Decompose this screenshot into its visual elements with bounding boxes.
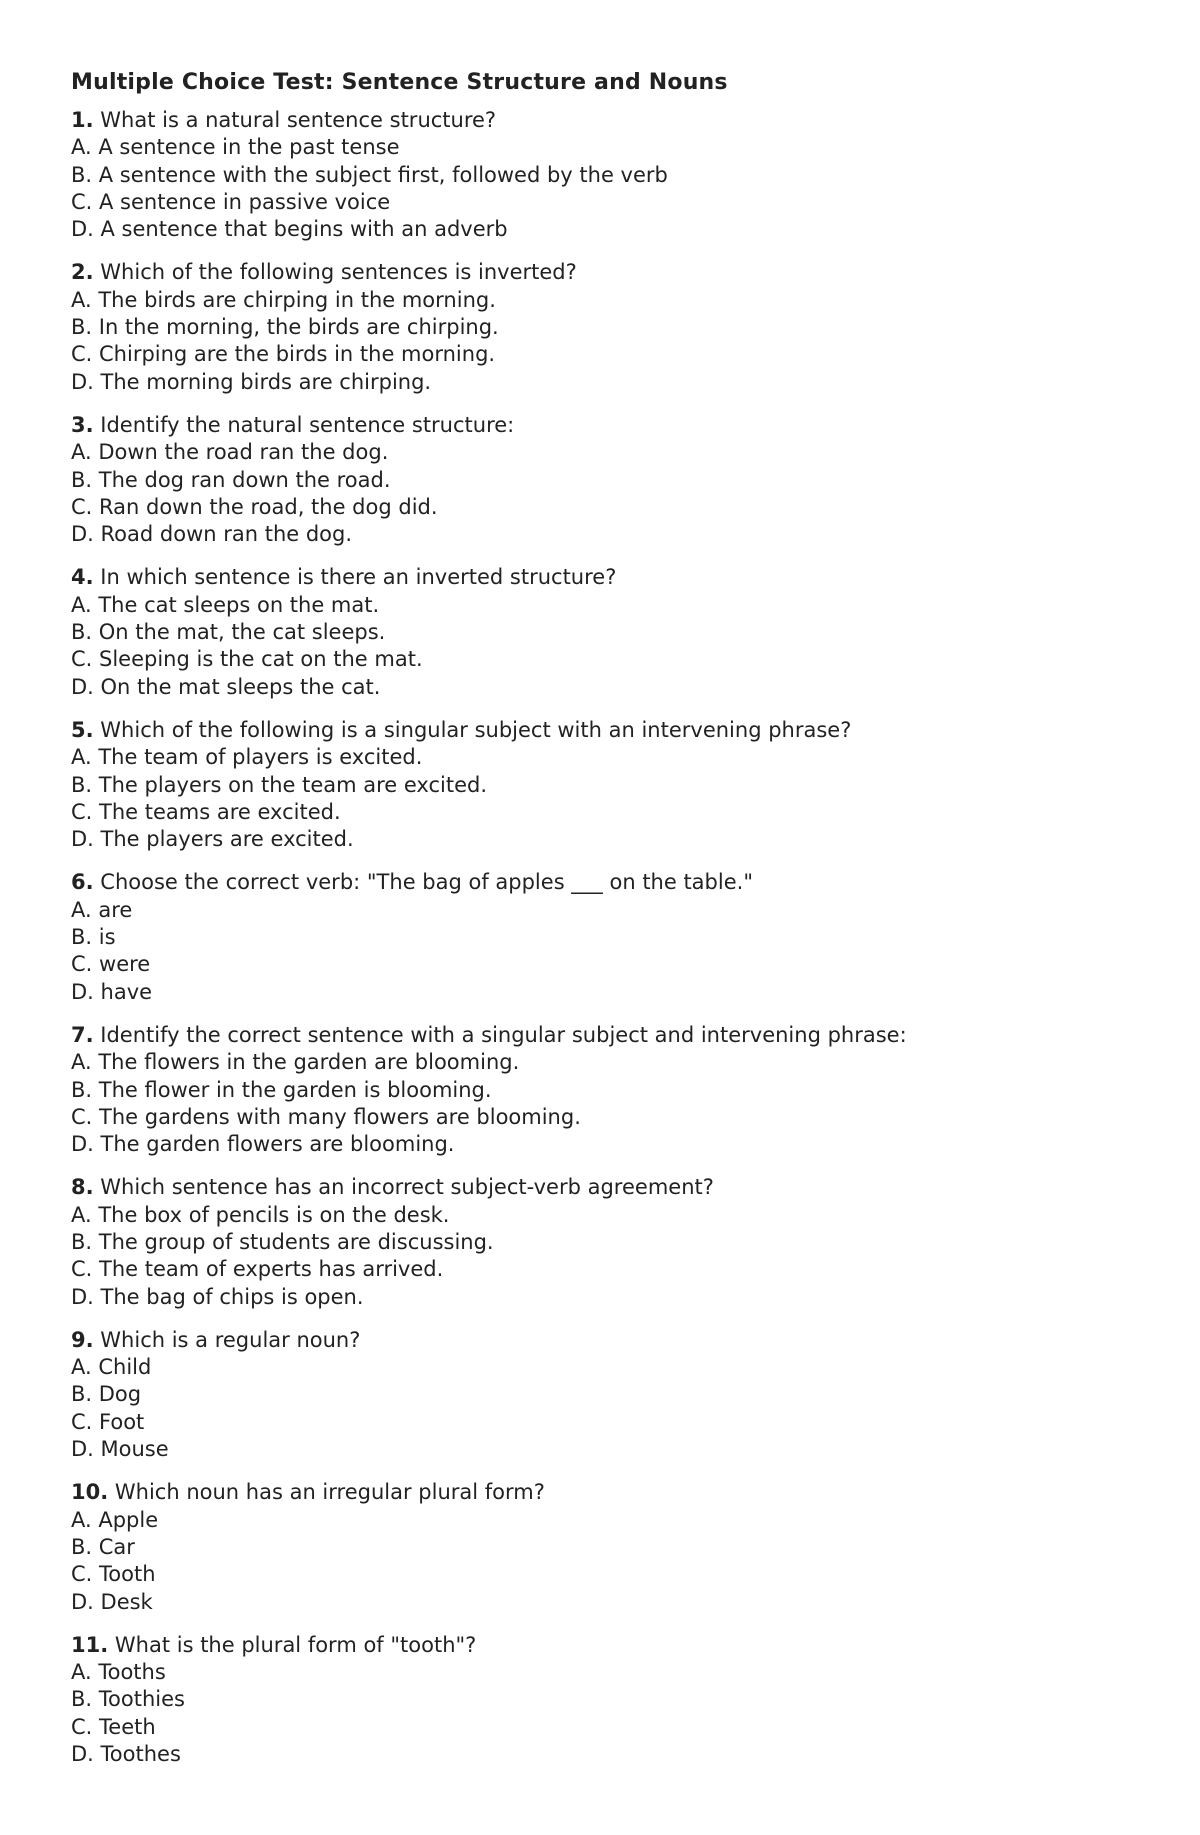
answer-option: D. The morning birds are chirping. xyxy=(71,369,432,394)
answer-option: A. The box of pencils is on the desk. xyxy=(71,1202,450,1227)
answer-option: A. Apple xyxy=(71,1507,159,1532)
question-prompt xyxy=(71,412,1151,439)
answer-option: A. Child xyxy=(71,1355,152,1380)
answer-option: A. A sentence in the past tense xyxy=(71,135,400,160)
answer-option: A. Tooths xyxy=(71,1660,166,1685)
question-number: 1. xyxy=(71,108,94,132)
question-1 xyxy=(71,107,1151,243)
question-text: Which of the following sentences is inverted? xyxy=(100,260,577,285)
answer-option: A. Down the road ran the dog. xyxy=(71,440,389,465)
question-text: In which sentence is there an inverted structure? xyxy=(100,565,617,590)
question-list xyxy=(71,107,1151,1768)
question-text: Which sentence has an incorrect subject-verb agreement? xyxy=(100,1175,714,1200)
question-10 xyxy=(71,1479,1151,1615)
question-number: 2. xyxy=(71,260,94,285)
question-3 xyxy=(71,412,1151,548)
answer-option: D. Toothes xyxy=(71,1742,181,1767)
answer-option: C. Foot xyxy=(71,1409,145,1434)
answer-option: C. Ran down the road, the dog did. xyxy=(71,494,438,519)
question-number: 9. xyxy=(71,1327,94,1352)
question-number: 7. xyxy=(71,1022,94,1047)
question-prompt xyxy=(71,1327,1151,1354)
answer-option: B. Dog xyxy=(71,1382,142,1407)
question-text: What is a natural sentence structure? xyxy=(100,108,497,132)
question-9 xyxy=(71,1327,1151,1463)
question-prompt xyxy=(71,869,1151,896)
question-prompt xyxy=(71,564,1151,591)
answer-option: A. The flowers in the garden are blooming. xyxy=(71,1050,520,1075)
question-7 xyxy=(71,1022,1151,1158)
question-prompt xyxy=(71,259,1151,286)
question-text: Identify the correct sentence with a singular subject and intervening phrase: xyxy=(100,1022,907,1047)
question-prompt xyxy=(71,1174,1151,1201)
question-prompt xyxy=(71,107,1151,134)
answer-option: D. The players are excited. xyxy=(71,827,354,852)
answer-option: D. Road down ran the dog. xyxy=(71,522,353,547)
answer-option: D. Mouse xyxy=(71,1437,169,1462)
question-number: 5. xyxy=(71,717,94,742)
answer-option: B. Car xyxy=(71,1534,135,1559)
question-8 xyxy=(71,1174,1151,1310)
answer-option: C. Teeth xyxy=(71,1714,156,1739)
question-number: 11. xyxy=(71,1632,109,1657)
question-text: Identify the natural sentence structure: xyxy=(100,412,515,437)
question-number: 3. xyxy=(71,412,94,437)
document-title: Multiple Choice Test: Sentence Structure and Nouns xyxy=(71,70,728,95)
document-page xyxy=(71,68,1151,1784)
answer-option: C. Sleeping is the cat on the mat. xyxy=(71,647,423,672)
answer-option: B. The players on the team are excited. xyxy=(71,772,488,797)
answer-option: C. The gardens with many flowers are blooming. xyxy=(71,1104,581,1129)
question-text: Which noun has an irregular plural form? xyxy=(114,1480,545,1505)
question-text: What is the plural form of "tooth"? xyxy=(114,1632,477,1657)
question-prompt xyxy=(71,1479,1151,1506)
answer-option: B. On the mat, the cat sleeps. xyxy=(71,620,386,645)
answer-option: D. Desk xyxy=(71,1589,153,1614)
answer-option: A. The birds are chirping in the morning. xyxy=(71,287,496,312)
answer-option: D. On the mat sleeps the cat. xyxy=(71,674,381,699)
question-2 xyxy=(71,259,1151,395)
answer-option: C. were xyxy=(71,952,151,977)
question-number: 10. xyxy=(71,1480,109,1505)
question-prompt xyxy=(71,1632,1151,1659)
answer-option: D. The garden flowers are blooming. xyxy=(71,1132,455,1157)
question-text: Which is a regular noun? xyxy=(100,1327,361,1352)
answer-option: D. have xyxy=(71,979,153,1004)
question-11 xyxy=(71,1632,1151,1768)
question-4 xyxy=(71,564,1151,700)
answer-option: B. The flower in the garden is blooming. xyxy=(71,1077,492,1102)
answer-option: B. In the morning, the birds are chirping. xyxy=(71,315,499,340)
answer-option: C. Chirping are the birds in the morning. xyxy=(71,342,496,367)
answer-option: A. The team of players is excited. xyxy=(71,745,423,770)
question-prompt xyxy=(71,1022,1151,1049)
question-5 xyxy=(71,717,1151,853)
answer-option: B. A sentence with the subject first, followed by the verb xyxy=(71,162,668,187)
answer-option: A. are xyxy=(71,897,133,922)
answer-option: C. A sentence in passive voice xyxy=(71,189,391,214)
question-number: 4. xyxy=(71,565,94,590)
question-number: 8. xyxy=(71,1175,94,1200)
question-text: Which of the following is a singular subject with an intervening phrase? xyxy=(100,717,852,742)
answer-option: B. Toothies xyxy=(71,1687,185,1712)
answer-option: C. The team of experts has arrived. xyxy=(71,1257,444,1282)
answer-option: C. The teams are excited. xyxy=(71,799,341,824)
answer-option: B. The group of students are discussing. xyxy=(71,1229,494,1254)
question-6 xyxy=(71,869,1151,1005)
answer-option: A. The cat sleeps on the mat. xyxy=(71,592,380,617)
answer-option: C. Tooth xyxy=(71,1562,156,1587)
question-number: 6. xyxy=(71,870,94,895)
question-text: Choose the correct verb: "The bag of apples ___ on the table." xyxy=(100,870,753,895)
question-prompt xyxy=(71,717,1151,744)
answer-option: D. The bag of chips is open. xyxy=(71,1284,364,1309)
answer-option: D. A sentence that begins with an adverb xyxy=(71,217,508,242)
answer-option: B. The dog ran down the road. xyxy=(71,467,391,492)
answer-option: B. is xyxy=(71,925,116,950)
